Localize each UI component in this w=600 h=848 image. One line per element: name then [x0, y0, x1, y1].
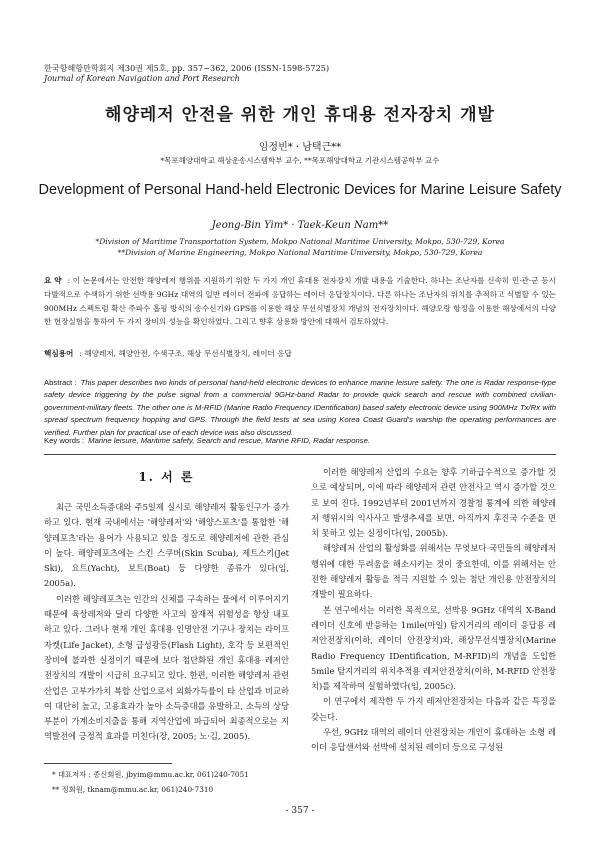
keywords-en-text: Marine leisure, Maritime safety, Search and rescue, Marine RFID, Radar response.: [88, 436, 371, 445]
keywords-ko: [44, 348, 556, 359]
affiliation-en-2: **Division of Marine Engineering, Mokpo National Maritime University, Mokpo, 530-729, Korea: [117, 248, 483, 257]
paragraph: 이러한 해양레저 산업의 수요는 향후 기하급수적으로 증가할 것으로 예상되며, 이에 따라 해양레저 관련 안전사고 역시 증가할 것으로 보여 진다. 1992년부터 2001년까지 경찰청 통계에 의한 해양레저 행위시의 익사사고 발생추세를 보면, 아직까지 후진국 수준을 면치 못하고 있는 실정이다(임, 2005b).: [311, 467, 556, 539]
paper-title-ko: 해양레저 안전을 위한 개인 휴대용 전자장치 개발: [105, 105, 495, 125]
keywords-en-label: Key words :: [44, 436, 85, 445]
paragraph: 해양레저 산업의 활성화를 위해서는 무엇보다 국민들의 해양레저 행위에 대한 두려움을 해소시키는 것이 중요한데, 이를 위해서는 안전한 해양레저 활동을 적극 지원할 수 있는 첨단 개인용 안전장치의 개발이 필요하다.: [311, 543, 556, 600]
abstract-en: [44, 377, 556, 439]
paper-title-en: Development of Personal Hand-held Electronic Devices for Marine Leisure Safety: [38, 182, 562, 198]
abstract-en-label: Abstract :: [44, 378, 77, 387]
keywords-ko-label: 핵심용어: [44, 349, 74, 358]
footnote-divider: [44, 763, 172, 764]
footnote-coauthor: ** 정회원, tknam@mmu.ac.kr, 061)240-7310: [52, 785, 214, 794]
paragraph: 우선, 9GHz 대역의 레이더 안전장치는 개인이 휴대하는 소형 레이더 응답센서와 선박에 설치된 레이더 등으로 구성된: [311, 727, 556, 753]
page-number: - 357 -: [285, 806, 315, 816]
affiliation-en-1: *Division of Maritime Transportation System, Mokpo National Maritime University, Mokpo, 530-729, Korea: [95, 237, 505, 246]
body-column-left: [44, 500, 289, 745]
paragraph: 이 연구에서 제작한 두 가지 레저안전장치는 다음과 같은 특징을 갖는다.: [311, 696, 556, 722]
authors-en: Jeong-Bin Yim* · Taek-Keun Nam**: [211, 220, 389, 231]
section-heading: 1. 서 론: [138, 470, 195, 484]
authors-ko: 임정빈* · 남택근**: [258, 142, 342, 153]
affiliation-ko: *목포해양대학교 해상운송시스템학부 교수, **목포해양대학교 기관시스템공학부 교수: [160, 156, 440, 165]
paragraph: 이러한 해양레포츠는 인간의 신체를 구속하는 물에서 이루어지기 때문에 육상레저와 달리 다양한 사고의 잠재적 위험성을 항상 내포하고 있다. 그러나 현재 개인 휴대용 인명안전 기구나 장치는 라이프 자켓(Life Jacket), 소형 급성광등(Flash Light), 호각 등 보편적인 장비에 불과한 실정이기 때문에 보다 첨단화된 개인 휴대용 레저안전장치의 개발이 시급히 요구되고 있다. 한편, 이러한 해양레저 관련 산업은 고부가가치 복합 산업으로서 외화가득률이 타 산업과 비교하여 대단히 높고, 고용효과가 높아 소득증대를 유발하고, 소득의 상당부분이 가계소비지출을 통해 지역산업에 파급되어 최종적으로는 지역발전에 긍정적 효과를 미친다(장, 2005; 노·김, 2005).: [44, 593, 289, 742]
paragraph: 본 연구에서는 이러한 목적으로, 선박용 9GHz 대역의 X-Band 레이더 신호에 반응하는 1mile(마일) 탐지거리의 레이더 응답용 레저안전장치(이하, 레이더 안전장치)와, 해상무선식별장치(Marine Radio Frequency IDentification, M-RFID)의 개념을 도입한 5mile 탐지거리의 위치추적용 레저안전장치(이하, M-RFID 안전장치)를 제작하여 실험하였다(임, 2005c).: [311, 604, 556, 692]
section-divider: [44, 454, 556, 455]
paragraph: 최근 국민소득증대와 주5일제 실시로 해양레저 활동인구가 증가하고 있다. 현재 국내에서는 '해양레저'와 '해양스포츠'를 통합한 '해양레포츠'라는 용어가 사용되고 있을 정도로 해양레저에 관한 관심이 높다. 해양레포츠에는 스킨 스쿠버(Skin Scuba), 제트스키(Jet Ski), 요트(Yacht), 보트(Boat) 등 다양한 종류가 있다(임, 2005a).: [44, 502, 289, 589]
abstract-ko-label: 요 약: [44, 276, 62, 285]
abstract-en-text: This paper describes two kinds of personal hand-held electronic devices to enhance marine leisure safety. The one is Radar response-type safety device triggering by the pulse signal from a commercial 9GHz-band Radar to provide quick search and rescue with combined civilian-government-military fleets. The other one is M-RFID (Marine Radio Frequency IDentification) based safety electronic device using 900MHz Tx/Rx with spread spectrum frequency hopping and GPS. Through the field tests at sea using Korea Coast Guard's warship the operating performances are verified. Further plan for practical use of each device was also discussed.: [44, 378, 556, 437]
journal-citation: 한국항해항만학회지 제30권 제5호, pp. 357~362, 2006 (ISSN-1598-5725): [44, 64, 330, 73]
keywords-en: [44, 436, 556, 445]
journal-name-en: Journal of Korean Navigation and Port Research: [44, 74, 240, 83]
body-column-right: [311, 465, 556, 756]
abstract-ko: [44, 274, 556, 329]
keywords-ko-text: : 해양레저, 해양안전, 수색구조, 해상 무선식별장치, 레이더 응답: [79, 349, 292, 358]
abstract-ko-text: : 이 논문에서는 안전한 해양레저 행위를 지원하기 위한 두 가지 개인 휴대용 전자장치 개발 내용을 기술한다. 하나는 조난자를 신속히 민·관·군 등시 다발적으로 수색하기 위한 선박용 9GHz 대역의 일반 레이더 전파에 응답하는 레이더 응답장치이다. 다른 하나는 조난자의 위치를 추적하고 식별할 수 있는 900MHz 스펙트럼 확산 주파수 홉핑 방식의 송수신기와 GPS를 이용한 해상 무선식별장치 개념의 전자장치이다. 해양오랑 항정을 이용한 해상에서의 다양한 현장실험을 통하여 두 가지 장비의 성능을 확인하였다. 그리고 향후 상용화 방안에 대해서 검토하였다.: [44, 276, 556, 327]
footnote-corresponding-author: * 대표저자 : 종신회원, jbyim@mmu.ac.kr, 061)240-7051: [52, 770, 249, 779]
